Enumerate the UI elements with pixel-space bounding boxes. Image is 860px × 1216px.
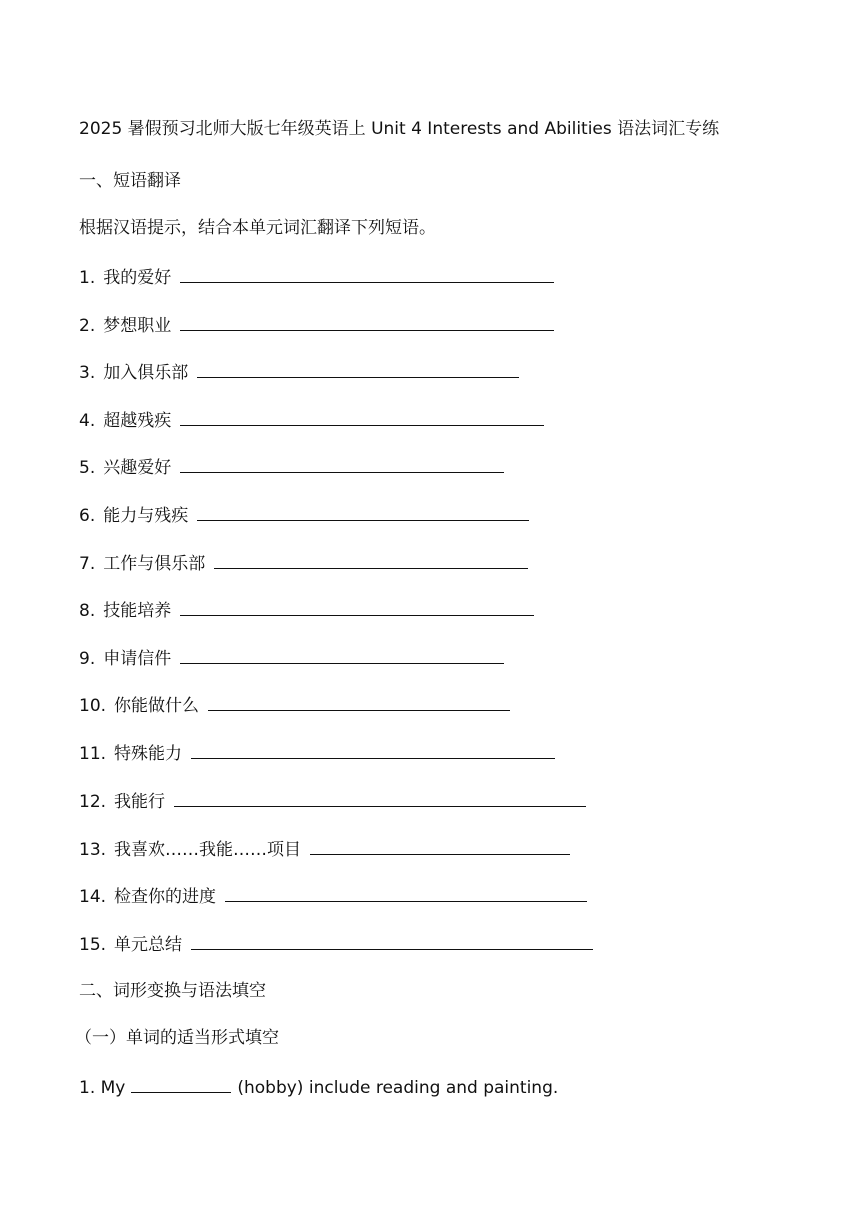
list-item (79, 264, 554, 290)
item-phrase: 我的爱好 (103, 268, 172, 288)
list-item (79, 836, 570, 862)
item-phrase: 单元总结 (114, 935, 183, 955)
answer-blank[interactable] (180, 597, 534, 616)
answer-blank[interactable] (310, 836, 570, 855)
item-phrase: 你能做什么 (114, 696, 200, 716)
fill-item-prefix: 1. My (79, 1078, 126, 1098)
item-phrase: 检查你的进度 (114, 887, 217, 907)
item-number: 11. (79, 744, 107, 764)
answer-blank[interactable] (191, 931, 593, 950)
list-item (79, 502, 529, 528)
list-item (79, 597, 534, 623)
item-phrase: 工作与俱乐部 (103, 554, 206, 574)
list-item (79, 788, 586, 814)
item-phrase: 梦想职业 (103, 316, 172, 336)
section1-instruction: 根据汉语提示，结合本单元词汇翻译下列短语。 (79, 218, 436, 238)
list-item (79, 312, 554, 338)
list-item (79, 407, 544, 433)
list-item (79, 883, 587, 909)
item-phrase: 特殊能力 (114, 744, 183, 764)
answer-blank[interactable] (180, 312, 554, 331)
item-phrase: 我能行 (114, 792, 166, 812)
item-number: 14. (79, 887, 107, 907)
item-phrase: 技能培养 (103, 601, 172, 621)
item-number: 13. (79, 840, 107, 860)
item-number: 5. (79, 458, 96, 478)
list-item (79, 740, 555, 766)
fill-in-item (79, 1074, 558, 1100)
item-number: 2. (79, 316, 96, 336)
item-number: 6. (79, 506, 96, 526)
fill-item-suffix: (hobby) include reading and painting. (237, 1078, 559, 1098)
answer-blank[interactable] (180, 454, 504, 473)
answer-blank[interactable] (225, 883, 587, 902)
item-number: 10. (79, 696, 107, 716)
list-item (79, 359, 519, 385)
item-phrase: 申请信件 (103, 649, 172, 669)
item-phrase: 兴趣爱好 (103, 458, 172, 478)
list-item (79, 692, 510, 718)
item-number: 8. (79, 601, 96, 621)
answer-blank[interactable] (180, 407, 544, 426)
item-number: 7. (79, 554, 96, 574)
list-item (79, 454, 504, 480)
answer-blank[interactable] (197, 502, 529, 521)
answer-blank[interactable] (191, 740, 555, 759)
answer-blank[interactable] (208, 692, 510, 711)
item-phrase: 超越残疾 (103, 411, 172, 431)
item-phrase: 我喜欢……我能……项目 (114, 840, 302, 860)
section2-subheading: （一）单词的适当形式填空 (75, 1028, 279, 1048)
item-number: 3. (79, 363, 96, 383)
item-number: 12. (79, 792, 107, 812)
answer-blank[interactable] (180, 645, 504, 664)
item-number: 1. (79, 268, 96, 288)
page-title: 2025 暑假预习北师大版七年级英语上 Unit 4 Interests and Abilities 语法词汇专练 (79, 119, 720, 139)
item-number: 15. (79, 935, 107, 955)
answer-blank[interactable] (131, 1074, 231, 1093)
list-item (79, 645, 504, 671)
answer-blank[interactable] (214, 550, 528, 569)
answer-blank[interactable] (180, 264, 554, 283)
section1-heading: 一、短语翻译 (79, 171, 181, 191)
section2-heading: 二、词形变换与语法填空 (79, 981, 266, 1001)
answer-blank[interactable] (174, 788, 586, 807)
item-phrase: 能力与残疾 (103, 506, 189, 526)
list-item (79, 550, 528, 576)
item-number: 9. (79, 649, 96, 669)
item-phrase: 加入俱乐部 (103, 363, 189, 383)
answer-blank[interactable] (197, 359, 519, 378)
item-number: 4. (79, 411, 96, 431)
list-item (79, 931, 593, 957)
